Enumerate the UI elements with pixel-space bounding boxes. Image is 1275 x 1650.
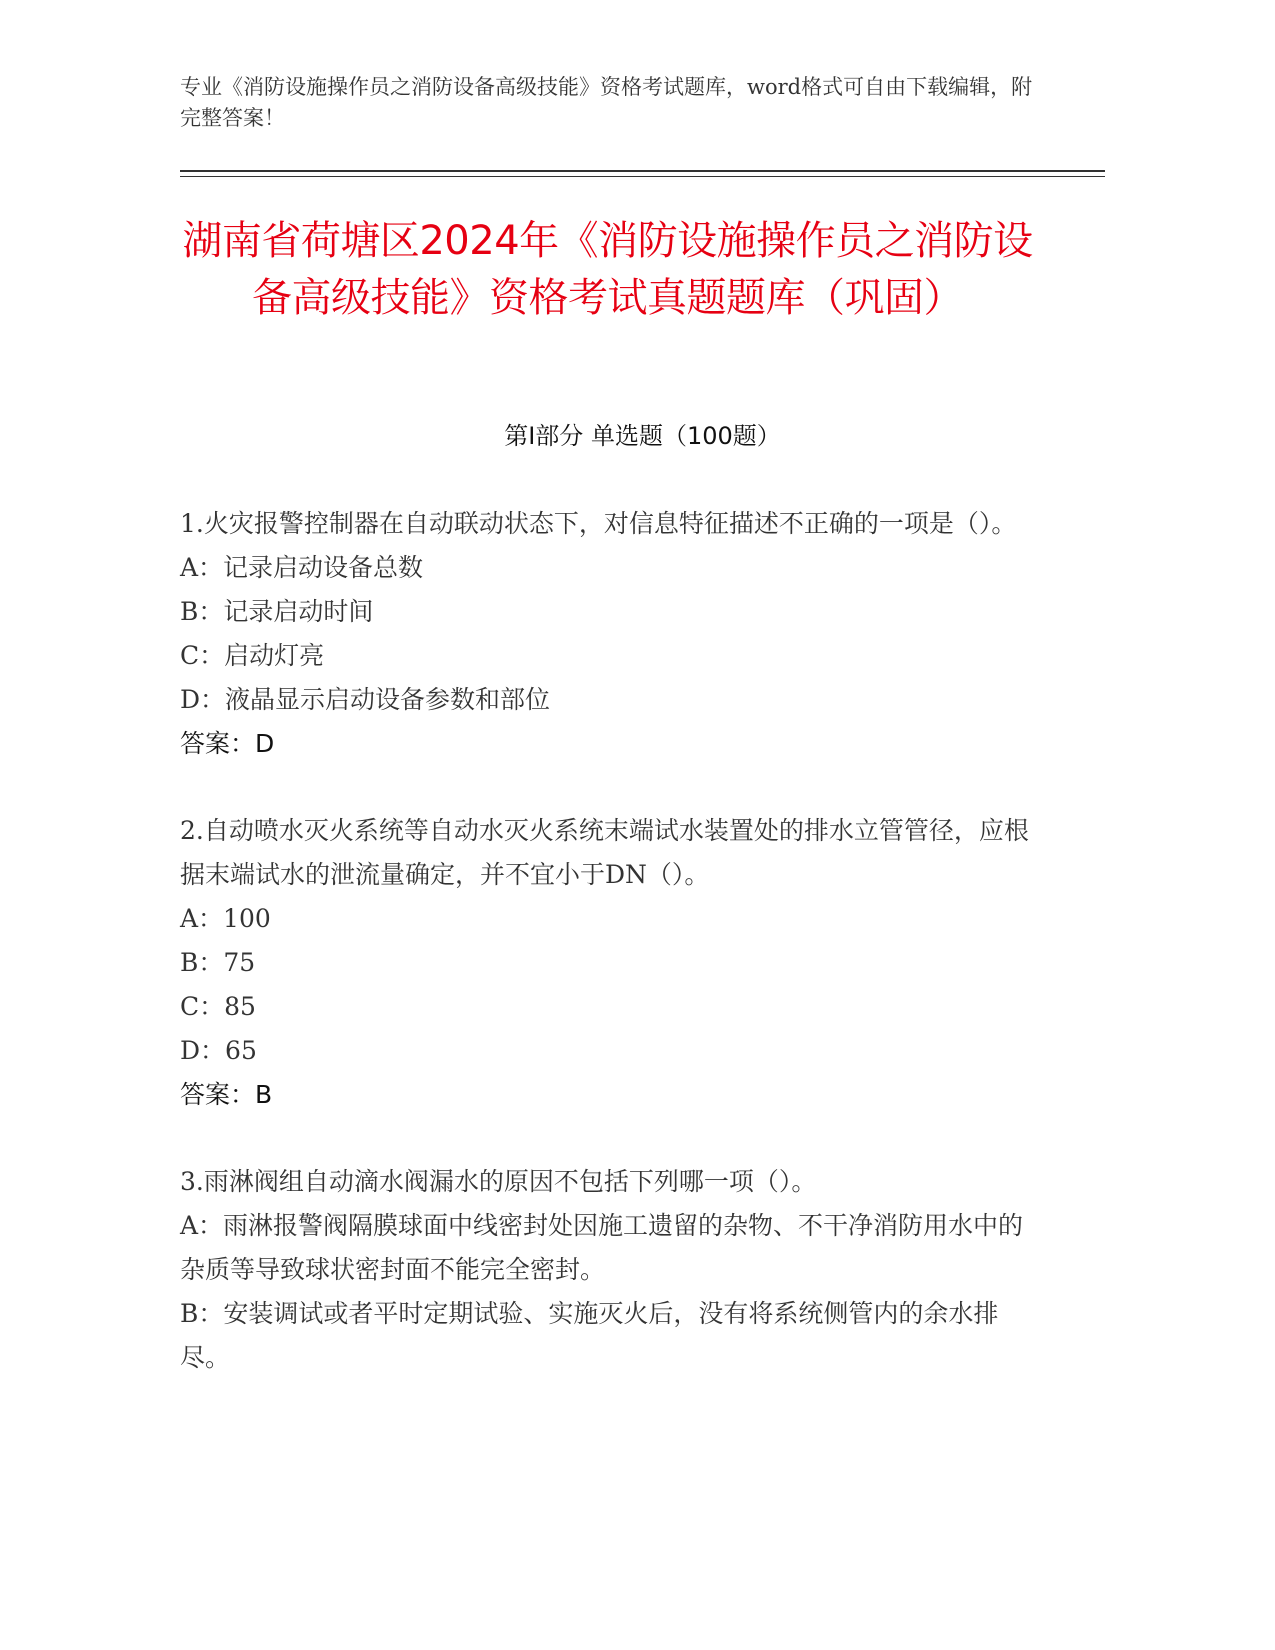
option-b: B：记录启动时间 [180,597,374,626]
option-b: B：安装调试或者平时定期试验、实施灭火后，没有将系统侧管内的余水排尽。 [180,1299,999,1372]
option-d: D：液晶显示启动设备参数和部位 [180,685,551,714]
option-b: B：75 [180,948,256,977]
question-stem: 2.自动喷水灭火系统等自动水灭火系统末端试水装置处的排水立管管径，应根据末端试水的泄流量确定，并不宜小于DN（）。 [180,816,1029,889]
option-a: A：记录启动设备总数 [180,553,424,582]
section-title: 第Ⅰ部分 单选题（100题） [504,422,781,450]
question-list [180,502,1030,1423]
question-3 [180,1160,1030,1380]
option-c: C：85 [180,992,256,1021]
header-divider-thick [180,170,1105,172]
question-stem: 1.火灾报警控制器在自动联动状态下，对信息特征描述不正确的一项是（）。 [180,509,1017,538]
header-note: 专业《消防设施操作员之消防设备高级技能》资格考试题库，word格式可自由下载编辑，附完整答案！ [180,75,1033,130]
document-title: 湖南省荷塘区2024年《消防设施操作员之消防设备高级技能》资格考试真题题库（巩固） [182,218,1033,321]
question-2 [180,809,1030,1117]
option-d: D：65 [180,1036,257,1065]
option-a: A：雨淋报警阀隔膜球面中线密封处因施工遗留的杂物、不干净消防用水中的杂质等导致球状密封面不能完全密封。 [180,1211,1024,1284]
option-a: A：100 [180,904,271,933]
question-1 [180,502,1030,766]
answer: 答案：B [180,1080,273,1109]
header-divider-thin [180,176,1105,177]
option-c: C：启动灯亮 [180,641,325,670]
answer: 答案：D [180,729,275,758]
question-stem: 3.雨淋阀组自动滴水阀漏水的原因不包括下列哪一项（）。 [180,1167,817,1196]
